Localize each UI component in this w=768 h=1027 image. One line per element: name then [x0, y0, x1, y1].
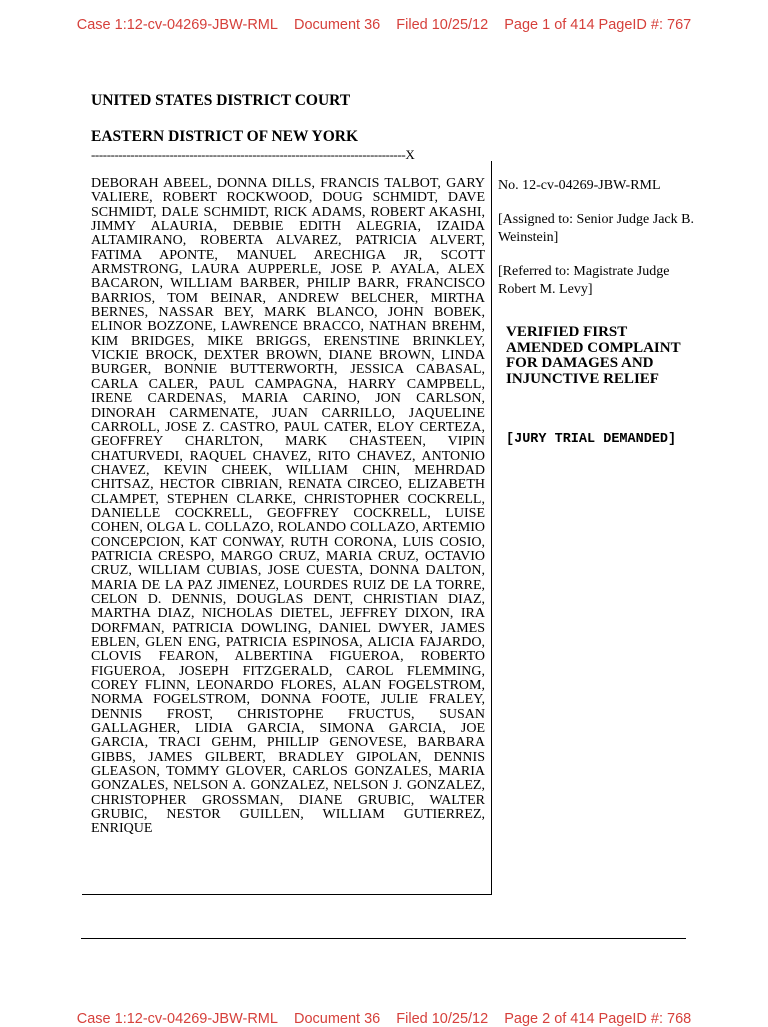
- header-filed-date: Filed 10/25/12: [396, 1011, 489, 1027]
- referred-judge-note: [Referred to: Magistrate Judge Robert M. Levy]: [498, 264, 670, 297]
- header-page-info: Page 2 of 414 PageID #: 768: [504, 1011, 692, 1027]
- court-district: EASTERN DISTRICT OF NEW YORK: [91, 128, 359, 145]
- jury-demand: [JURY TRIAL DEMANDED]: [506, 432, 677, 447]
- case-number: No. 12-cv-04269-JBW-RML: [498, 178, 661, 193]
- header-case-number: Case 1:12-cv-04269-JBW-RML: [76, 1011, 278, 1027]
- ecf-header-top: [0, 17, 768, 33]
- court-name: UNITED STATES DISTRICT COURT: [91, 92, 351, 109]
- header-page-info: Page 1 of 414 PageID #: 767: [504, 17, 692, 33]
- ecf-header-bottom: [0, 1011, 768, 1027]
- header-case-number: Case 1:12-cv-04269-JBW-RML: [76, 17, 278, 33]
- assigned-judge-note: [Assigned to: Senior Judge Jack B. Weinstein]: [498, 212, 694, 245]
- header-document-number: Document 36: [293, 1011, 381, 1027]
- header-document-number: Document 36: [293, 17, 381, 33]
- plaintiffs-list: DEBORAH ABEEL, DONNA DILLS, FRANCIS TALBOT, GARY VALIERE, ROBERT ROCKWOOD, DOUG SCHMIDT, DAVE SCHMIDT, DALE SCHMIDT, RICK ADAMS, ROBERT AKASHI, JIMMY ALAURIA, DEBBIE EDITH ALEGRIA, IZAIDA ALTAMIRANO, ROBERTA ALVAREZ, PATRICIA ALVERT, FATIMA APONTE, MANUEL ARECHIGA JR, SCOTT ARMSTRONG, LAURA AUPPERLE, JOSE P. AYALA, ALEX BACARON, WILLIAM BARBER, PHILIP BARR, FRANCISCO BARRIOS, TOM BEINAR, ANDREW BELCHER, MIRTHA BERNES, NASSAR BEY, MARK BLANCO, JOHN BOBEK, ELINOR BOZZONE, LAWRENCE BRACCO, NATHAN BREHM, KIM BRIDGES, MIKE BRIGGS, ERENSTINE BRINKLEY, VICKIE BROCK, DEXTER BROWN, DIANE BROWN, LINDA BURGER, BONNIE BUTTERWORTH, JESSICA CABASAL, CARLA CALER, PAUL CAMPAGNA, HARRY CAMPBELL, IRENE CARDENAS, MARIA CARINO, JON CARLSON, DINORAH CARMENATE, JUAN CARRILLO, JAQUELINE CARROLL, JOSE Z. CASTRO, PAUL CATER, ELOY CERTEZA, GEOFFREY CHARLTON, MARK CHASTEEN, VIPIN CHATURVEDI, RAQUEL CHAVEZ, RITO CHAVEZ, ANTONIO CHAVEZ, KEVIN CHEEK, WILLIAM CHIN, MEHRDAD CHITSAZ, HECTOR CIBRIAN, RENATA CIRCEO, ELIZABETH CLAMPET, STEPHEN CLARKE, CHRISTOPHER COCKRELL, DANIELLE COCKRELL, GEOFFREY COCKRELL, LUISE COHEN, OLGA L. COLLAZO, ROLANDO COLLAZO, ARTEMIO CONCEPCION, KAT CONWAY, RUTH CORONA, LUIS COSIO, PATRICIA CRESPO, MARGO CRUZ, MARIA CRUZ, OCTAVIO CRUZ, WILLIAM CUBIAS, JOSE CUESTA, DONNA DALTON, MARIA DE LA PAZ JIMENEZ, LOURDES RUIZ DE LA TORRE, CELON D. DENNIS, DOUGLAS DENT, CHRISTIAN DIAZ, MARTHA DIAZ, NICHOLAS DIETEL, JEFFREY DIXON, IRA DORFMAN, PATRICIA DOWLING, DANIEL DWYER, JAMES EBLEN, GLEN ENG, PATRICIA ESPINOSA, ALICIA FAJARDO, CLOVIS FEARON, ALBERTINA FIGUEROA, ROBERTO FIGUEROA, JOSEPH FITZGERALD, CAROL FLEMMING, COREY FLINN, LEONARDO FLORES, ALAN FOGELSTROM, NORMA FOGELSTROM, DONNA FOOTE, JULIE FRALEY, DENNIS FROST, CHRISTOPHE FRUCTUS, SUSAN GALLAGHER, LIDIA GARCIA, SIMONA GARCIA, JOE GARCIA, TRACI GEHM, PHILLIP GENOVESE, BARBARA GIBBS, JAMES GILBERT, BRADLEY GIPOLAN, DENNIS GLEASON, TOMMY GLOVER, CARLOS GONZALES, MARIA GONZALES, NELSON A. GONZALEZ, NELSON J. GONZALEZ, CHRISTOPHER GROSSMAN, DIANE GRUBIC, WALTER GRUBIC, NESTOR GUILLEN, WILLIAM GUTIERREZ, ENRIQUE: [91, 176, 485, 837]
- caption-separator: --------------------------------------------------------------------------------X: [91, 147, 415, 162]
- page-bottom-rule: [81, 938, 686, 939]
- header-filed-date: Filed 10/25/12: [396, 17, 489, 33]
- complaint-title: VERIFIED FIRST AMENDED COMPLAINT FOR DAMAGES AND INJUNCTIVE RELIEF: [506, 324, 681, 387]
